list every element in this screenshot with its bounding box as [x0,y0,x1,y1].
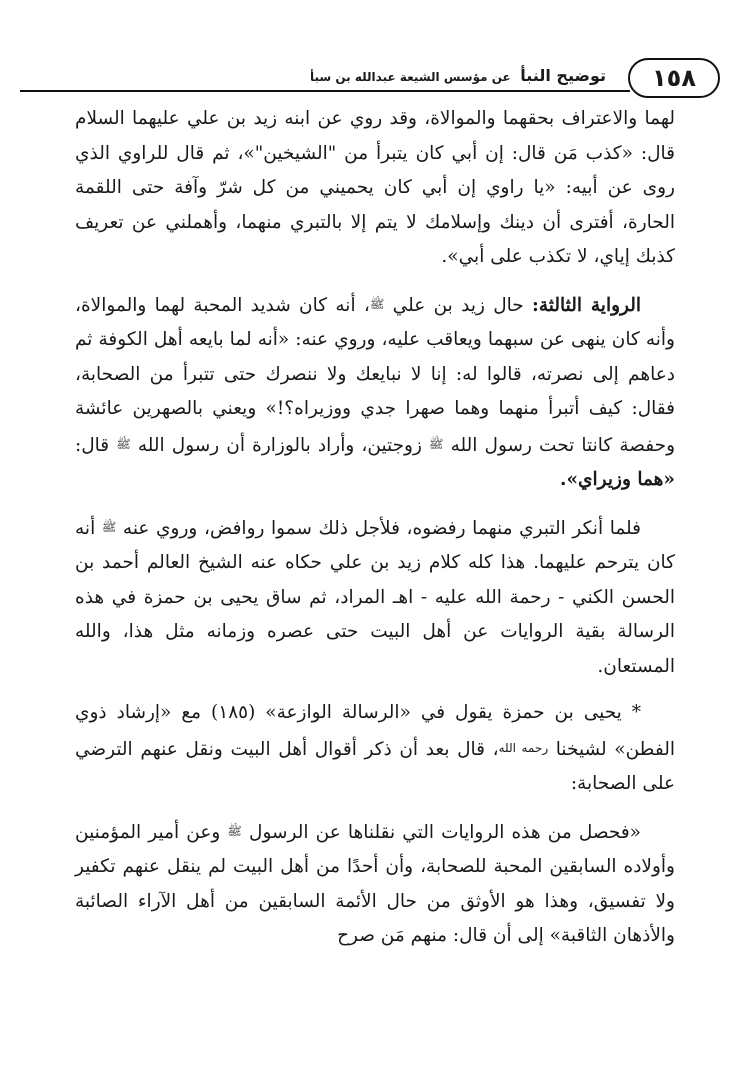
book-title: توضيح النبأ [520,66,606,85]
honorific-glyph: ﷺ [227,823,242,838]
paragraph-4-part-b: ، قال بعد أن ذكر أقوال أهل البيت ونقل عنهم الترضي على الصحابة: [75,738,675,794]
bold-quote: «هما وزيراي». [560,469,675,490]
book-subtitle: عن مؤسس الشيعة عبدالله بن سبأ [310,70,511,84]
paragraph-5-part-a: «فحصل من هذه الروايات التي نقلناها عن الرسول [241,821,641,843]
honorific-glyph: ﷺ [429,436,444,451]
paragraph-2 [75,287,675,498]
header-rule [20,90,630,92]
honorific-glyph: ﷺ [101,519,117,534]
paragraph-1: لهما والاعتراف بحقهما والموالاة، وقد روي عن ابنه زيد بن علي عليهما السلام قال: «كذب مَن قال: إن أبي كان يتبرأ من "الشيخين"»، ثم قال للراوي الذي روى عن أبيه: «يا راوي إن أبي كان يحميني من كل شرّ وآفة حتى اللقمة الحارة، أفترى أن دينك وإسلامك لا يتم إلا بالتبري منهما، وأهملني عن تعريف كذبك إياي، لا تكذب على أبي». [75,108,675,267]
honorific-glyph: ﷺ [116,436,131,451]
running-title [304,66,612,85]
paragraph-4 [75,696,675,802]
paragraph-2-part-a: حال زيد بن علي [384,294,533,316]
paragraph-4-part-a: * يحيى بن حمزة يقول في «الرسالة الوازعة» (١٨٥) مع «إرشاد ذوي الفطن» لشيخنا [75,702,675,760]
page-number: ١٥٨ [628,58,720,98]
paragraph-3-part-a: فلما أنكر التبري منهما رفضوه، فلأجل ذلك سموا روافض، وروي عنه [116,517,641,539]
honorific-glyph: ﷺ [369,296,385,311]
paragraph-5-part-b: وعن أمير المؤمنين وأولاده السابقين المحبة للصحابة، وأن أحدًا من أهل البيت لم ينقل عنهم تكفير ولا تفسيق، وهذا هو الأوثق من حال الأئمة السابقين من أهل الآراء الصائبة والأذهان الثاقبة» إلى أن قال: منهم مَن صرح [75,821,675,946]
paragraph-3 [75,510,675,685]
paragraph-2-part-d: قال: [75,434,117,456]
narration-heading: الرواية الثالثة: [532,294,642,316]
paragraph-5 [75,814,675,954]
paragraph-3-part-b: أنه كان يترحم عليهما. هذا كله كلام زيد بن علي حكاه عنه الشيخ العالم أحمد بن الحسن الكني - رحمة الله عليه - اهـ المراد، ثم ساق يحيى بن حمزة في هذه الرسالة بقية الروايات عن أهل البيت حتى عصره وزمانه مثل هذا، والله المستعان. [75,517,675,677]
paragraph-2-part-c: زوجتين، وأراد بالوزارة أن رسول الله [130,434,430,456]
page-header [20,58,720,104]
paragraph-2-part-b: ، أنه كان شديد المحبة لهما والموالاة، وأنه كان ينهى عن سبهما ويعاقب عليه، وروي عنه: «أنه لما بايعه أهل الكوفة ثم دعاهم إلى نصرته، قالوا له: إنا لا نبايعك ولا ننصرك حتى تتبرأ من الصحابة، فقال: كيف أتبرأ منهما وهما صهرا جدي ووزيراه؟!» ويعني بالصهرين عائشة وحفصة كانتا تحت رسول الله [75,294,676,456]
page-body [75,102,675,966]
honorific-glyph: رحمه الله [498,740,549,755]
